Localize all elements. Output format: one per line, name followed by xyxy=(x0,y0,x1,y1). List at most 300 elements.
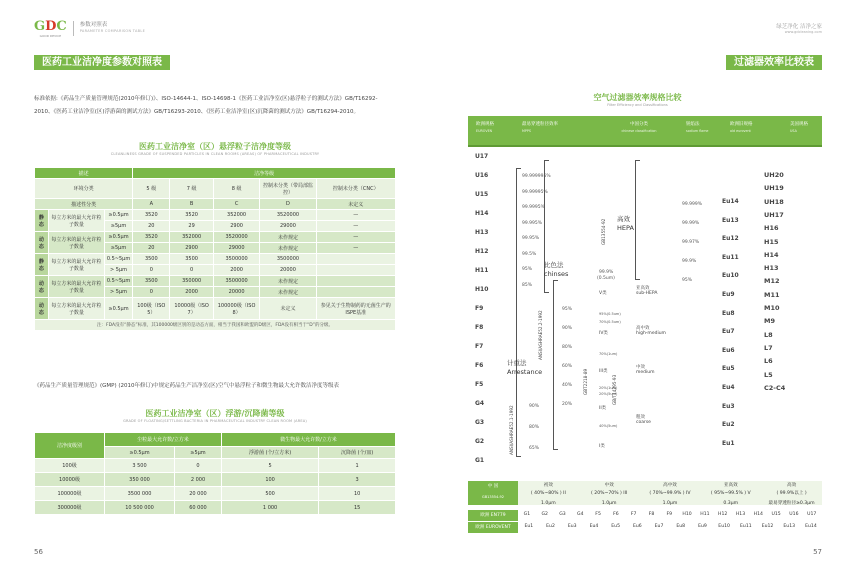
table-cell: 2900 xyxy=(213,221,260,232)
eu-class-label: U17 xyxy=(475,153,489,160)
china-category: 高中效 xyxy=(663,483,677,488)
en779-class: G4 xyxy=(577,512,584,517)
weight-label: 计重法 xyxy=(507,359,527,367)
right-page xyxy=(425,0,850,580)
comparison-title: 空气过滤器效率规格比较 xyxy=(593,93,682,102)
table2-subtitle: GRADE OF FLOATING/SETTLING BACTERIA IN PHARMACEUTICAL INDUSTRY CLEAN ROOM (AREA) xyxy=(123,419,307,423)
old-eurovent-label: Eu4 xyxy=(722,384,735,391)
v-note-size: (0.5um) xyxy=(597,276,615,281)
row-label: 动态 xyxy=(35,298,49,320)
std-label: ANSI/ASHRAE52.1-1992 xyxy=(509,405,514,455)
colorimetric-en: chinses xyxy=(544,270,569,278)
en779-class: F6 xyxy=(613,512,619,517)
table-cell: 2 000 xyxy=(175,473,222,487)
en779-class: H11 xyxy=(700,512,710,517)
th-level: 洁净度级别 xyxy=(35,433,105,459)
old-eurovent-label: Eu1 xyxy=(722,439,735,447)
usa-class-label: L5 xyxy=(764,370,773,379)
intro-text: 标准依据:《药品生产质量管理规范(2010年修订)》、ISO-14644-1、ISO-14698-1《医药工业洁净室(区)悬浮粒子的测试方法》GB/T16292-2010、《医药工业洁净室(区)浮游菌的测试方法》GB/T16293-2010、《医药工业洁净室(区)沉降菌的测试方法》GB/T16294-2010。 xyxy=(34,96,378,115)
th-s1: ≥0.5μm xyxy=(105,447,175,459)
class-i: I类 xyxy=(599,444,605,449)
eurovent-class: Eu2 xyxy=(546,524,555,529)
usa-class-label: H16 xyxy=(764,224,779,233)
eu-class-label: H12 xyxy=(475,248,489,255)
eurovent-class: Eu8 xyxy=(676,524,686,529)
th-ctrl: 控制未分类（带局部监控） xyxy=(260,179,316,199)
col-sub: USA xyxy=(790,129,797,133)
eu-class-label: H10 xyxy=(475,286,489,293)
table-cell: 1 xyxy=(319,459,396,473)
eu-class-label: F7 xyxy=(475,343,484,350)
sodium-value: 95% xyxy=(682,278,693,283)
std-label: GBT2218-89 xyxy=(583,368,588,395)
page-number: 56 xyxy=(34,548,43,556)
iv-note: 95%(0.5um) xyxy=(599,312,621,316)
table1-note: 注：FDA没有“静态”标准，其100000级区别的是动态方面，相当于我国和欧盟的D级区，FDA没有相当于“D”的分级。 xyxy=(35,320,396,331)
old-eurovent-label: Eu13 xyxy=(722,216,739,224)
size-cell: ≥5μm xyxy=(104,221,132,232)
eurovent-class: Eu4 xyxy=(589,524,599,529)
col-sub: EUROVEN xyxy=(476,129,493,133)
eurovent-values xyxy=(468,522,822,533)
usa-class-label: L8 xyxy=(764,330,773,339)
table-cell: 0 xyxy=(170,265,213,276)
table-cell xyxy=(316,265,395,276)
usa-class-label: H15 xyxy=(764,237,779,246)
table-cell: 0 xyxy=(175,459,222,473)
hepa-label: 高效 xyxy=(617,215,630,223)
medhigh-label: 高中效 xyxy=(636,326,650,331)
th-microbe: 微生物最大允许数/立方米 xyxy=(221,433,395,447)
old-eurovent-label: Eu9 xyxy=(722,291,735,298)
subhepa-en: sub-HEPA xyxy=(636,291,658,296)
table-cell: 20 xyxy=(133,221,170,232)
mpps-value: 99.995% xyxy=(522,220,543,226)
old-eurovent-label: Eu7 xyxy=(722,328,735,336)
eu-class-label: G1 xyxy=(475,457,485,464)
site-header xyxy=(776,22,822,34)
v-note: 99.9% xyxy=(599,270,614,275)
row-label: 静态 xyxy=(35,210,49,232)
medium-label: 中效 xyxy=(636,365,645,370)
header-subtitle: PARAMETER COMPARISON TABLE xyxy=(79,29,146,33)
particle-grade-table xyxy=(34,167,396,331)
eu-class-label: G4 xyxy=(475,400,485,407)
old-eurovent-label: Eu12 xyxy=(722,235,739,243)
table-cell: 350000 xyxy=(170,276,213,287)
usa-class-label: UH20 xyxy=(764,171,784,179)
table-cell: 29 xyxy=(170,221,213,232)
std-label: GB/T14295-93 xyxy=(612,374,617,405)
china-category: 中效 xyxy=(604,483,614,488)
th-nctrl: 控制未分类（CNC） xyxy=(316,179,395,199)
table-cell: 未作规定 xyxy=(260,276,316,287)
th-A: A xyxy=(133,199,170,210)
eurovent-label: 欧洲 EUROVENT xyxy=(468,522,518,533)
size-cell: 0.5~5μm xyxy=(104,276,132,287)
row-label: 动态 xyxy=(35,232,49,254)
row-desc: 每立方米的最大允许粒子数量 xyxy=(48,298,104,320)
col-head: 最易穿透粒径效率 xyxy=(522,122,558,127)
row-desc: 每立方米的最大允许粒子数量 xyxy=(48,210,104,232)
table-cell: 10 500 000 xyxy=(105,501,175,515)
mpps-value: 95% xyxy=(522,267,533,272)
china-ranges xyxy=(468,489,822,497)
colorimetric-value: 20% xyxy=(562,402,573,407)
col-head: 中国分类 xyxy=(630,122,648,127)
colorimetric-label: 比色法 xyxy=(544,261,564,269)
usa-class-label: H14 xyxy=(764,250,779,259)
colorimetric-value: 60% xyxy=(562,364,573,369)
bacteria-grade-table xyxy=(34,432,396,515)
usa-class-label: M12 xyxy=(764,277,780,286)
table-cell: 3500000 xyxy=(213,276,260,287)
header-title: 参数对照表 xyxy=(79,22,108,28)
eu-class-label: F6 xyxy=(475,362,484,369)
table1-title-block xyxy=(34,141,396,156)
table-cell: 3500000 xyxy=(213,254,260,265)
section-band: 医药工业洁净度参数对照表 xyxy=(34,55,170,70)
en779-class: F8 xyxy=(648,512,655,517)
mpps-value: 99.9995% xyxy=(522,205,545,210)
colorimetric-value: 80% xyxy=(562,345,573,350)
weight-en: Arrestance xyxy=(507,368,543,376)
ii-note2: 20%(5um) xyxy=(599,392,618,396)
en779-class: F7 xyxy=(630,512,637,517)
eu-class-label: F5 xyxy=(475,381,484,388)
table2-title: 医药工业洁净室（区）浮游/沉降菌等级 xyxy=(145,409,285,418)
row-label: 动态 xyxy=(35,276,49,298)
row-desc: 每立方米的最大允许粒子数量 xyxy=(48,232,104,254)
row-label: 静态 xyxy=(35,254,49,276)
table-cell: 20 000 xyxy=(175,487,222,501)
th-grade: 洁净等级 xyxy=(133,168,396,179)
table-cell: 3500 xyxy=(133,276,170,287)
brand-slogan: 绿芝净化 洁净之家 xyxy=(776,24,822,30)
old-eurovent-label: Eu2 xyxy=(722,421,735,429)
eu-class-label: H14 xyxy=(475,210,489,217)
col-head: 欧洲旧规格 xyxy=(730,122,753,127)
colorimetric-value: 40% xyxy=(562,383,573,388)
eu-class-label: F9 xyxy=(475,305,484,312)
th-s4: 沉降菌 (个/皿) xyxy=(319,447,396,459)
eurovent-class: Eu12 xyxy=(761,524,774,529)
colorimetric-value: 90% xyxy=(562,326,573,331)
medhigh-en: high-medium xyxy=(636,331,666,336)
eurovent-class: Eu1 xyxy=(524,524,534,529)
table-cell: 10000级 xyxy=(35,473,105,487)
size-cell: > 5μm xyxy=(104,287,132,298)
table-cell: 2000 xyxy=(213,265,260,276)
usa-class-label: M9 xyxy=(764,317,775,326)
class-ii: II类 xyxy=(599,406,607,411)
eurovent-class: Eu7 xyxy=(654,524,664,529)
china-row-label: 中 国 xyxy=(487,484,499,489)
en779-class: U17 xyxy=(807,512,817,517)
china-range: ( 20%~70% ) III xyxy=(591,491,628,496)
table-cell: 未作规定 xyxy=(260,243,316,254)
iii-note: 70%(1um) xyxy=(599,352,618,356)
usa-class-label: L7 xyxy=(764,343,773,352)
china-range: ( 70%~99.9% ) IV xyxy=(649,491,691,496)
table-cell xyxy=(316,287,395,298)
usa-class-label: UH17 xyxy=(764,210,784,219)
en779-class: H12 xyxy=(718,512,728,517)
table-cell: 参见关于生物制药的无菌生产的ISPE基准 xyxy=(316,298,395,320)
table-cell: 2000 xyxy=(170,287,213,298)
hepa-en: HEPA xyxy=(617,224,634,232)
table-cell: 0 xyxy=(133,265,170,276)
medium-en: medium xyxy=(636,370,655,375)
mpps-value: 85% xyxy=(522,282,533,288)
table-cell: 100 xyxy=(221,473,318,487)
usa-class-label: C2-C4 xyxy=(764,383,786,392)
table-cell: 3520 xyxy=(133,210,170,221)
eurovent-class: Eu3 xyxy=(567,524,577,529)
eu-class-label: G3 xyxy=(475,419,485,426)
china-range: ( 99.9%以上 ) xyxy=(776,491,807,496)
table-cell: 未定义 xyxy=(260,298,316,320)
sodium-value: 99.99% xyxy=(682,221,700,226)
table-cell: 500 xyxy=(221,487,318,501)
table-cell: 29000 xyxy=(260,221,316,232)
table-cell: 未作规定 xyxy=(260,232,316,243)
en779-class: G2 xyxy=(541,512,548,517)
table-cell: 3520 xyxy=(170,210,213,221)
bracket xyxy=(635,160,636,280)
colorimetric-value: 95% xyxy=(562,307,573,312)
table-cell: 3500000 xyxy=(260,254,316,265)
th-B: B xyxy=(170,199,213,210)
bracket xyxy=(516,168,517,457)
eurovent-class: Eu11 xyxy=(740,524,752,529)
mpps-value: 99.5% xyxy=(522,251,537,257)
th-undef: 未定义 xyxy=(316,199,395,210)
th-c8: 8 级 xyxy=(213,179,260,199)
eu-class-label: F8 xyxy=(475,324,484,331)
col-sub: chinese classification xyxy=(621,129,657,133)
table-cell: 350 000 xyxy=(105,473,175,487)
brand-website: www.gdcleaning.com xyxy=(784,30,822,34)
iv-note2: 70%(0.5um) xyxy=(599,320,621,324)
table-cell: 29000 xyxy=(213,243,260,254)
table-cell xyxy=(316,276,395,287)
en779-class: F9 xyxy=(666,512,673,517)
size-cell: > 5μm xyxy=(104,265,132,276)
china-category: 亚高效 xyxy=(723,483,738,488)
bracket xyxy=(553,280,554,450)
old-eurovent-label: Eu3 xyxy=(722,402,735,410)
th-desc: 描述 xyxy=(35,168,133,179)
en779-class: G3 xyxy=(559,512,566,517)
eurovent-class: Eu5 xyxy=(611,524,621,529)
th-s2: ≥5μm xyxy=(175,447,222,459)
table-cell: 3520000 xyxy=(213,232,260,243)
class-iii: III类 xyxy=(599,369,608,374)
mpps-value: 99.95% xyxy=(522,236,540,241)
table-cell: 3520 xyxy=(133,232,170,243)
en779-class: H10 xyxy=(682,512,692,517)
china-size: 0.3μm xyxy=(723,501,739,506)
table-cell: 10 xyxy=(319,487,396,501)
table-cell: 300000级 xyxy=(35,501,105,515)
usa-class-label: UH19 xyxy=(764,184,784,193)
table-cell: 20 xyxy=(133,243,170,254)
std-label: GB13554-92 xyxy=(601,218,606,245)
usa-class-label: M11 xyxy=(764,290,780,299)
th-c5: 5 级 xyxy=(133,179,170,199)
china-category: 初效 xyxy=(543,483,553,488)
company-logo: GDC GOOD DEVICE xyxy=(34,19,67,38)
table-cell: — xyxy=(316,221,395,232)
usa-class-label: UH18 xyxy=(764,197,784,206)
brand-header xyxy=(34,21,145,38)
old-eurovent-label: Eu8 xyxy=(722,309,735,317)
col-head: 美国规格 xyxy=(790,122,808,127)
size-cell: ≥0.5μm xyxy=(104,298,132,320)
col-head: 欧洲规格 xyxy=(476,122,494,127)
china-range: ( 40%~80% ) II xyxy=(530,491,566,496)
table-cell: 0 xyxy=(133,287,170,298)
arrestance-value: 90% xyxy=(529,404,540,409)
th-desc-class: 描述性分类 xyxy=(35,199,133,210)
table-cell: 未作规定 xyxy=(260,287,316,298)
size-cell: 0.5~5μm xyxy=(104,254,132,265)
table-cell: 100级 xyxy=(35,459,105,473)
old-eurovent-label: Eu11 xyxy=(722,253,739,261)
page-number: 57 xyxy=(813,548,822,556)
class-iv: IV类 xyxy=(599,331,608,336)
th-s3: 浮游菌 (个/立方米) xyxy=(221,447,318,459)
table-cell: 20000 xyxy=(260,265,316,276)
sodium-value: 99.97% xyxy=(682,240,700,245)
table-cell: 1 000 xyxy=(221,501,318,515)
old-eurovent-label: Eu10 xyxy=(722,272,739,280)
sodium-value: 99.9% xyxy=(682,259,697,264)
usa-class-label: L6 xyxy=(764,357,773,366)
china-categories xyxy=(468,481,822,489)
table2-title-block xyxy=(34,408,396,423)
en779-values xyxy=(468,510,822,521)
usa-class-label: M10 xyxy=(764,304,780,312)
gmp-caption: 《药品生产质量管理规范》(GMP) (2010年修订)中规定药品生产洁净室(区)空气中悬浮粒子和微生物最大允许数洁净度等级表 xyxy=(34,383,339,389)
table-cell: — xyxy=(316,232,395,243)
en779-class: G1 xyxy=(523,512,531,517)
china-range: ( 95%~99.5% ) V xyxy=(710,491,751,496)
col-head: 钠焰法 xyxy=(686,122,700,127)
table-cell: 2900 xyxy=(170,243,213,254)
col-sub: MPPS xyxy=(522,129,531,133)
table-cell: 5 xyxy=(221,459,318,473)
eu-class-label: U16 xyxy=(475,172,489,179)
subhepa-label: 亚高效 xyxy=(636,286,650,291)
table-cell: 20000 xyxy=(213,287,260,298)
table-cell: 60 000 xyxy=(175,501,222,515)
eurovent-class: Eu9 xyxy=(698,524,707,529)
table1-title: 医药工业洁净室（区）悬浮粒子洁净度等级 xyxy=(139,142,291,151)
mpps-value: 99.999995% xyxy=(522,174,551,179)
table-cell: 3500 xyxy=(170,254,213,265)
table-cell: 352000 xyxy=(170,232,213,243)
col-sub: sodium flame xyxy=(686,129,709,133)
table1-subtitle: CLEANLINESS GRADE OF SUSPENDED PARTICLES IN CLEAN ROOMS (AREAS) OF PHARMACEUTICAL INDUSTRY xyxy=(110,152,320,156)
table-cell: 352000 xyxy=(213,210,260,221)
table-cell: — xyxy=(316,210,395,221)
row-desc: 每立方米的最大允许粒子数量 xyxy=(48,276,104,298)
en779-class: H13 xyxy=(735,512,746,517)
en779-label: 欧洲 EN779 xyxy=(468,510,518,521)
comparison-title-block xyxy=(425,92,850,107)
mpps-value: 99.99995% xyxy=(522,189,548,195)
table-cell: 100000级（ISO 8） xyxy=(213,298,260,320)
th-dust: 尘粒最大允许数/立方米 xyxy=(105,433,222,447)
size-cell: ≥0.5μm xyxy=(104,210,132,221)
china-category: 高效 xyxy=(786,483,797,488)
china-size: 1.0μm xyxy=(601,501,617,506)
en779-class: F5 xyxy=(595,512,601,517)
comparison-subtitle: Filter Efficiency and Classifications xyxy=(607,103,668,107)
eu-class-label: H11 xyxy=(475,267,489,274)
sodium-value: 99.999% xyxy=(682,202,703,207)
arrestance-value: 80% xyxy=(529,425,540,430)
china-size: 1.0μm xyxy=(662,501,678,506)
table-cell: 15 xyxy=(319,501,396,515)
col-sub: old eurovent xyxy=(730,129,751,133)
th-c7: 7 级 xyxy=(170,179,213,199)
class-v: V类 xyxy=(599,291,607,296)
th-env: 环境分类 xyxy=(35,179,133,199)
old-eurovent-label: Eu14 xyxy=(722,198,739,205)
table-cell: 100000级 xyxy=(35,487,105,501)
coarse-en: coarse xyxy=(636,420,651,425)
eurovent-class: Eu6 xyxy=(632,524,642,529)
table-cell: 100级（ISO 5） xyxy=(133,298,170,320)
china-sizes xyxy=(468,499,822,507)
th-C: C xyxy=(213,199,260,210)
table-cell: 3500 xyxy=(133,254,170,265)
table-cell: 3 500 xyxy=(105,459,175,473)
en779-class: U16 xyxy=(789,512,799,517)
comparison-header xyxy=(468,116,822,147)
table-cell: 3520000 xyxy=(260,210,316,221)
old-eurovent-label: Eu5 xyxy=(722,365,735,373)
china-size: 最易穿透粒径≥0.3μm xyxy=(768,501,815,506)
old-eurovent-label: Eu6 xyxy=(722,346,735,354)
table-cell xyxy=(316,254,395,265)
size-cell: ≥5μm xyxy=(104,243,132,254)
std-label: ANSI/ASHRAE52.2-1992 xyxy=(538,310,543,360)
ii-note3: 40%(5um) xyxy=(599,424,618,428)
arrestance-value: 65% xyxy=(529,446,540,451)
table-cell: 10000级（ISO 7） xyxy=(170,298,213,320)
china-size: 1.0μm xyxy=(541,501,556,506)
eu-class-label: H13 xyxy=(475,229,489,236)
table-cell: — xyxy=(316,243,395,254)
th-D: D xyxy=(260,199,316,210)
table-cell: 3500 000 xyxy=(105,487,175,501)
size-cell: ≥0.5μm xyxy=(104,232,132,243)
eurovent-class: Eu13 xyxy=(783,524,796,529)
table-cell: 3 xyxy=(319,473,396,487)
eurovent-class: Eu10 xyxy=(718,524,730,529)
eu-class-label: G2 xyxy=(475,438,485,445)
row-desc: 每立方米的最大允许粒子数量 xyxy=(48,254,104,276)
usa-class-label: H13 xyxy=(764,264,779,273)
en779-class: H14 xyxy=(753,512,763,517)
eurovent-class: Eu14 xyxy=(805,524,817,529)
china-row-std: GB13554-92 xyxy=(482,495,504,499)
en779-class: U15 xyxy=(771,512,781,517)
